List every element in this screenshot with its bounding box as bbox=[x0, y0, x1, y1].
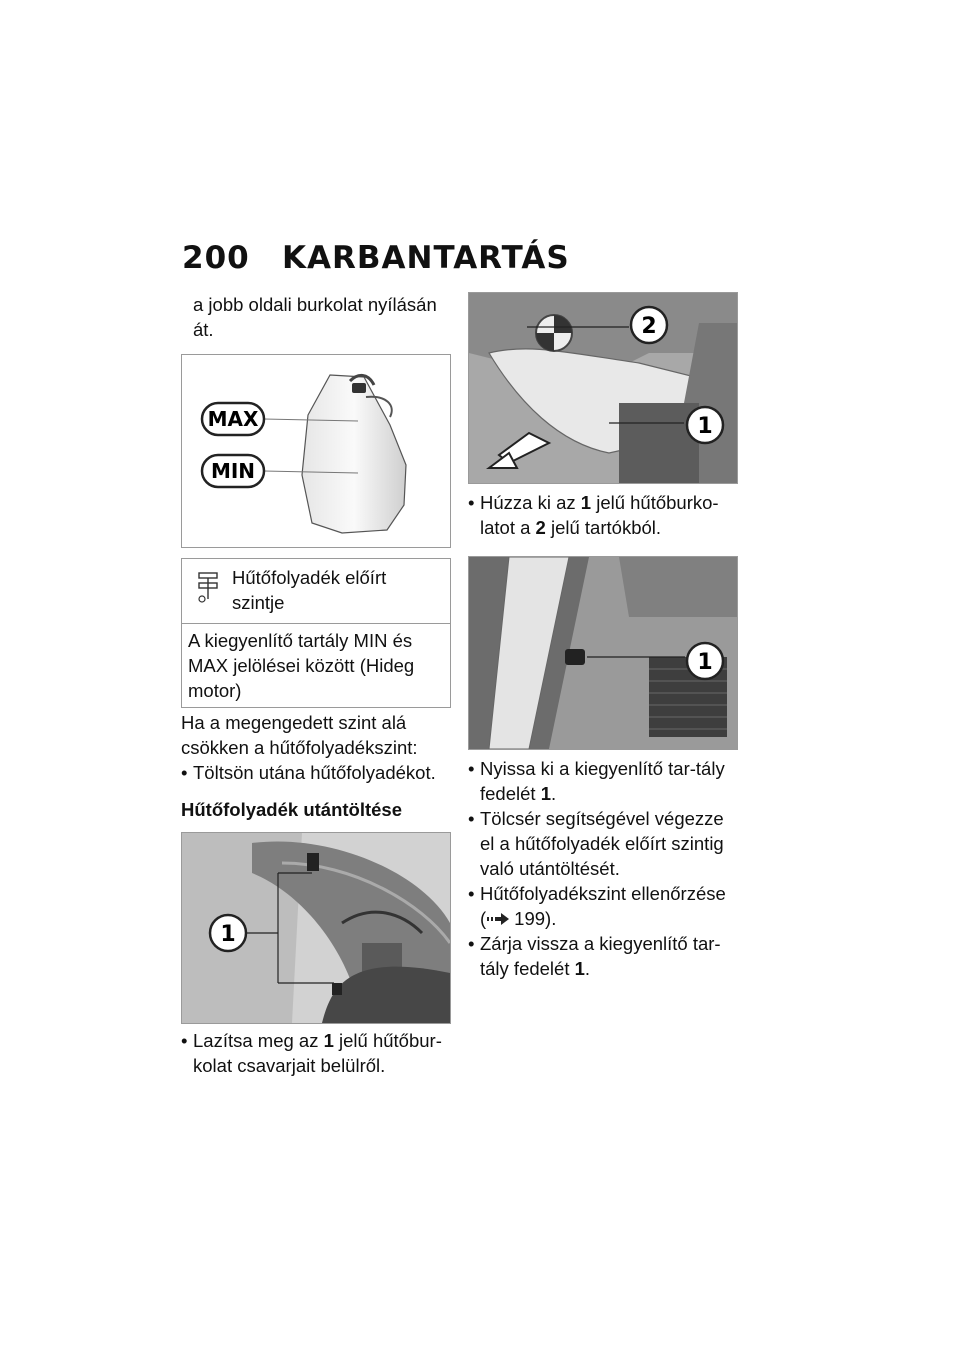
spec-title: Hűtőfolyadék előírt szintje bbox=[232, 567, 387, 613]
trim-screws-figure bbox=[181, 832, 451, 1024]
page-number: 200 bbox=[182, 240, 250, 276]
right-column bbox=[468, 292, 738, 981]
low-level-note: Ha a megengedett szint alá csökken a hűtőfolyadékszint: bbox=[181, 712, 418, 758]
page-reference-arrow-icon bbox=[486, 912, 510, 926]
expansion-tank-illustration bbox=[182, 355, 450, 547]
tank-cap-figure bbox=[468, 556, 738, 750]
fluid-level-icon bbox=[196, 569, 220, 605]
coolant-spec-box bbox=[181, 558, 451, 708]
callout-1: 1 bbox=[220, 922, 236, 947]
callout-2: 2 bbox=[641, 314, 657, 339]
left-column bbox=[181, 292, 451, 1078]
min-label: MIN bbox=[210, 459, 256, 483]
bullet-close-cap: • Zárja vissza a kiegyenlítő tar-tály fedelét 1. bbox=[468, 931, 738, 981]
bullet-funnel: • Tölcsér segítségével végezze el a hűtőfolyadék előírt szintig való utántöltését. bbox=[468, 806, 738, 881]
expansion-tank-figure bbox=[181, 354, 451, 548]
callout-1: 1 bbox=[697, 650, 713, 675]
max-label: MAX bbox=[207, 407, 259, 431]
bullet-check-level: • Hűtőfolyadékszint ellenőrzése ( 199). bbox=[468, 881, 738, 931]
bullet-open-cap: • Nyissa ki a kiegyenlítő tar-tály fedelét 1. bbox=[468, 756, 738, 806]
bullet-fill-coolant: • Töltsön utána hűtőfolyadékot. bbox=[181, 760, 451, 785]
bullet-pull-trim: • Húzza ki az 1 jelű hűtőburko-latot a 2 jelű tartókból. bbox=[468, 490, 738, 540]
page-reference-link[interactable]: 199 bbox=[514, 908, 546, 929]
intro-text: a jobb oldali burkolat nyílásán át. bbox=[193, 294, 437, 340]
callout-1: 1 bbox=[697, 414, 713, 439]
section-title: KARBANTARTÁS bbox=[282, 240, 570, 276]
section-subheading: Hűtőfolyadék utántöltése bbox=[181, 799, 402, 820]
spec-value: A kiegyenlítő tartály MIN és MAX jelölései között (Hideg motor) bbox=[188, 630, 415, 701]
page-header bbox=[182, 240, 570, 276]
bullet-loosen-screws: • Lazítsa meg az 1 jelű hűtőbur-kolat csavarjait belülről. bbox=[181, 1028, 451, 1078]
trim-removal-figure bbox=[468, 292, 738, 484]
